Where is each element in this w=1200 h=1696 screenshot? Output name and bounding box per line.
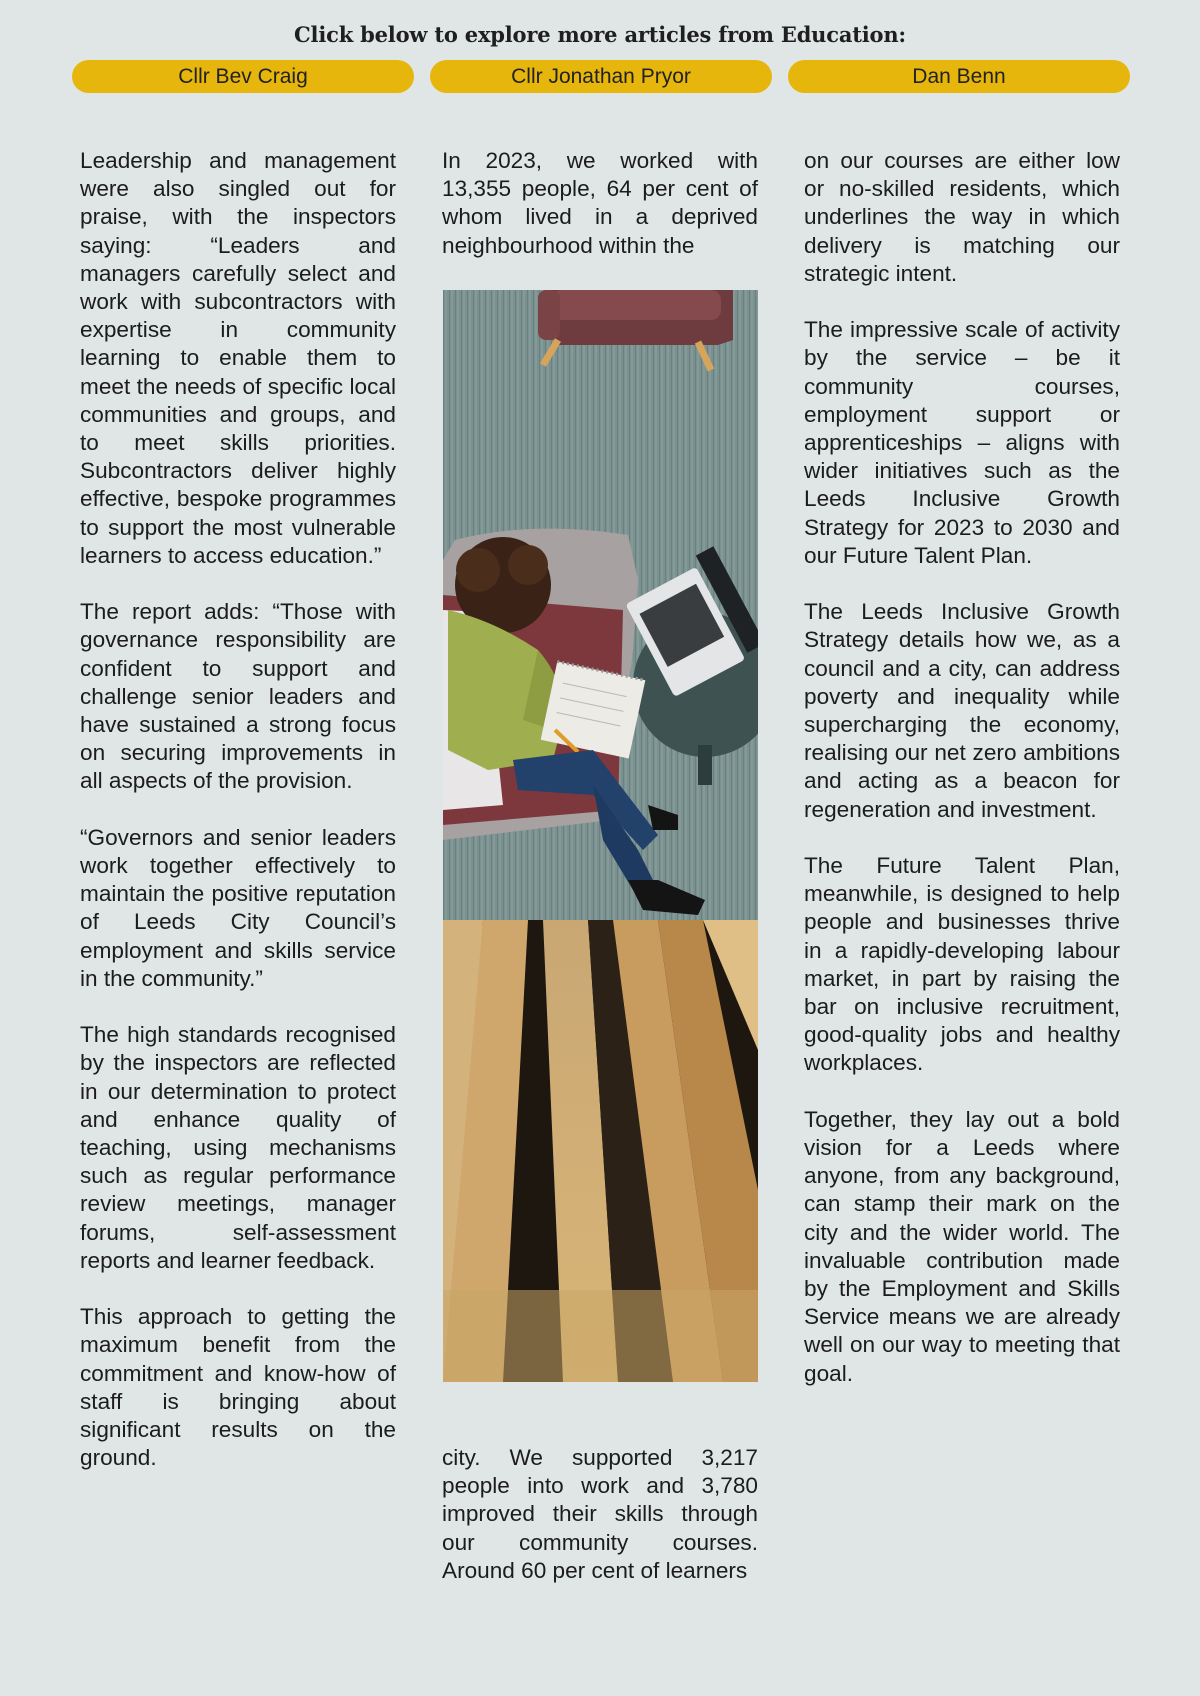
left-column (80, 147, 396, 1472)
paragraph: city. We supported 3,217 people into work and 3,780 improved their skills through our community courses. Around 60 per cent of learners (442, 1445, 758, 1583)
article-link-dan-benn[interactable]: Dan Benn (788, 60, 1130, 93)
paragraph: on our courses are either low or no-skilled residents, which underlines the way in which delivery is matching our strategic intent. (804, 148, 1120, 286)
right-column (804, 147, 1120, 1388)
middle-column-top (442, 147, 758, 260)
learner-photo (443, 290, 758, 1382)
paragraph: The Future Talent Plan, meanwhile, is designed to help people and businesses thrive in a rapidly-developing labour market, in part by raising the bar on inclusive recruitment, good-quality jobs and healthy workplaces. (804, 853, 1120, 1076)
paragraph: This approach to getting the maximum benefit from the commitment and know-how of staff is bringing about significant results on the ground. (80, 1304, 396, 1471)
paragraph: The Leeds Inclusive Growth Strategy details how we, as a council and a city, can address poverty and inequality while supercharging the economy, realising our net zero ambitions and acting as a beacon for regeneration and investment. (804, 599, 1120, 822)
paragraph: “Governors and senior leaders work together effectively to maintain the positive reputation of Leeds City Council’s employment and skills service in the community.” (80, 824, 396, 991)
paragraph: Leadership and management were also singled out for praise, with the inspectors saying: “Leaders and managers carefully select and work with subcontractors with expertise in community learning to enable them to meet the needs of specific local communities and groups, and to meet skills priorities. Subcontractors deliver highly effective, bespoke programmes to support the most vulnerable learners to access education.” (80, 148, 396, 568)
paragraph: The report adds: “Those with governance responsibility are confident to support and challenge senior leaders and have sustained a strong focus on securing improvements in all aspects of the provision. (80, 599, 396, 794)
paragraph: The high standards recognised by the inspectors are reflected in our determination to protect and enhance quality of teaching, using mechanisms such as regular performance review meetings, manager forums, self-assessment reports and learner feedback. (80, 1022, 396, 1273)
paragraph: The impressive scale of activity by the service – be it community courses, employment support or apprenticeships – aligns with wider initiatives such as the Leeds Inclusive Growth Strategy for 2023 to 2030 and our Future Talent Plan. (804, 317, 1120, 568)
explore-heading: Click below to explore more articles from Education: (294, 22, 906, 47)
paragraph: In 2023, we worked with 13,355 people, 64 per cent of whom lived in a deprived neighbourhood within the (442, 148, 758, 258)
paragraph: Together, they lay out a bold vision for a Leeds where anyone, from any background, can stamp their mark on the city and the wider world. The invaluable contribution made by the Employment and Skills Service means we are already well on our way to meeting that goal. (804, 1106, 1120, 1386)
article-link-jonathan-pryor[interactable]: Cllr Jonathan Pryor (430, 60, 772, 93)
middle-column-bottom (442, 1444, 758, 1585)
article-link-bev-craig[interactable]: Cllr Bev Craig (72, 60, 414, 93)
related-articles-nav (72, 60, 1130, 93)
